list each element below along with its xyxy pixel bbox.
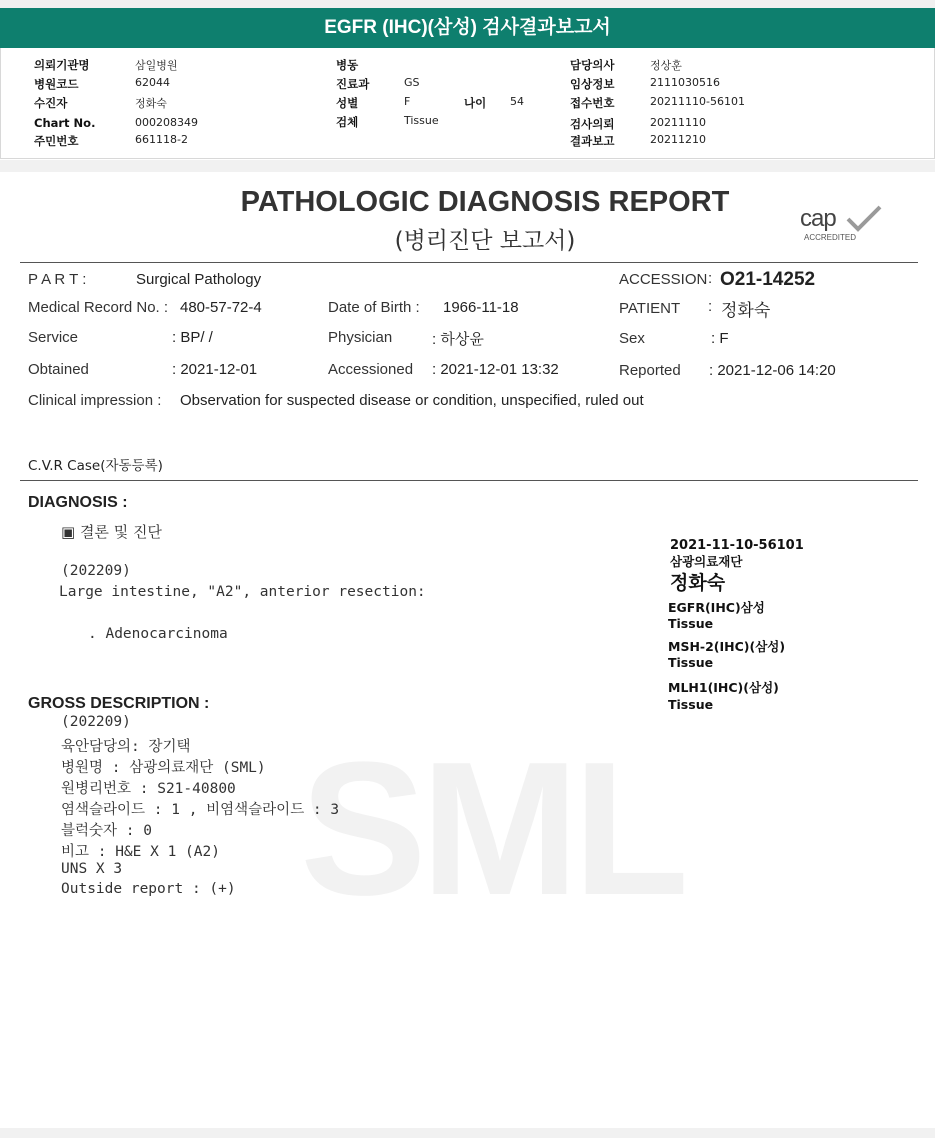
info-value-resident-no: 661118-2 — [135, 133, 188, 146]
info-label-patient: 수진자 — [34, 96, 68, 110]
stamp-specimen-3: Tissue — [668, 697, 714, 712]
cap-logo-text: cap — [800, 205, 836, 232]
info-value-department: GS — [404, 76, 420, 89]
diagnosis-heading: DIAGNOSIS : — [28, 494, 128, 511]
accessioned-label: Accessioned — [328, 361, 414, 378]
info-value-test-request: 20211110 — [650, 116, 706, 129]
diagnosis-subheading: ▣ 결론 및 진단 — [61, 523, 162, 541]
top-band — [0, 0, 935, 8]
dob-value: 1966-11-18 — [443, 299, 519, 316]
info-label-receipt-no: 접수번호 — [570, 96, 615, 110]
info-label-test-request: 검사의뢰 — [570, 117, 615, 131]
gross-line: Outside report : (+) — [61, 881, 236, 897]
stamp-patient: 정화숙 — [670, 572, 726, 594]
medical-record-label: Medical Record No. : — [28, 299, 169, 316]
info-label-ward: 병동 — [336, 58, 359, 72]
dob-label: Date of Birth : — [328, 299, 420, 316]
clinical-impression-value: Observation for suspected disease or condition, unspecified, ruled out — [180, 392, 644, 409]
accession-value: O21-14252 — [720, 269, 816, 290]
gross-line: 비고 : H&E X 1 (A2) — [61, 844, 220, 860]
patient-value: 정화숙 — [721, 301, 771, 321]
info-value-chart-no: 000208349 — [135, 116, 198, 129]
gross-line: 원병리번호 : S21-40800 — [61, 781, 236, 797]
part-label: P A R T : — [28, 271, 87, 288]
reported-value: : 2021-12-06 14:20 — [709, 362, 836, 379]
accessioned-value: : 2021-12-01 13:32 — [432, 361, 559, 378]
info-label-resident-no: 주민번호 — [34, 134, 79, 148]
cap-logo-subtext: ACCREDITED — [804, 233, 857, 242]
gross-line: 병원명 : 삼광의료재단 (SML) — [61, 760, 266, 776]
cap-accredited-logo — [800, 205, 885, 247]
physician-label: Physician — [328, 329, 393, 346]
stamp-test-3: MLH1(IHC)(삼성) — [668, 680, 779, 695]
info-value-patient: 정화숙 — [135, 97, 167, 110]
info-label-clinical-info: 임상정보 — [570, 77, 615, 91]
info-label-specimen: 검체 — [336, 115, 359, 129]
gross-line: 블럭숫자 : 0 — [61, 823, 152, 839]
sex-label: Sex — [619, 330, 645, 347]
info-label-department: 진료과 — [336, 77, 370, 91]
patient-label: PATIENT — [619, 300, 681, 317]
accession-colon: : — [708, 270, 713, 287]
accession-label: ACCESSION — [619, 271, 708, 288]
diagnosis-result: . Adenocarcinoma — [88, 626, 228, 642]
info-value-hospital: 삼일병원 — [135, 59, 178, 72]
stamp-specimen-2: Tissue — [668, 655, 714, 670]
stamp-specimen-1: Tissue — [668, 616, 714, 631]
gross-line: 염색슬라이드 : 1 , 비염색슬라이드 : 3 — [61, 802, 340, 818]
sex-value: : F — [711, 330, 729, 347]
info-value-result-report: 20211210 — [650, 133, 706, 146]
info-label-age: 나이 — [464, 96, 487, 110]
info-value-age: 54 — [510, 95, 524, 108]
service-value: : BP/ / — [172, 329, 213, 346]
diagnosis-code: (202209) — [61, 563, 131, 579]
info-label-doctor: 담당의사 — [570, 58, 615, 72]
stamp-receipt-no: 2021-11-10-56101 — [670, 538, 804, 553]
info-value-hospital-code: 62044 — [135, 76, 170, 89]
stamp-lab: 삼광의료재단 — [670, 554, 743, 569]
medical-record-value: 480-57-72-4 — [180, 299, 262, 316]
patient-colon: : — [708, 298, 713, 315]
gross-line: 육안담당의: 장기택 — [61, 739, 191, 755]
section-divider — [0, 160, 935, 172]
gross-heading: GROSS DESCRIPTION : — [28, 695, 210, 712]
info-value-clinical-info: 2111030516 — [650, 76, 720, 89]
info-value-specimen: Tissue — [404, 114, 439, 127]
report-title: PATHOLOGIC DIAGNOSIS REPORT — [240, 186, 730, 218]
bottom-band — [0, 1128, 935, 1138]
report-subtitle: (병리진단 보고서) — [394, 228, 576, 254]
info-value-gender: F — [404, 95, 411, 108]
service-label: Service — [28, 329, 79, 346]
info-label-gender: 성별 — [336, 96, 359, 110]
gross-line: UNS X 3 — [61, 861, 123, 877]
diagnosis-site: Large intestine, "A2", anterior resection: — [59, 584, 426, 600]
info-label-hospital-code: 병원코드 — [34, 77, 79, 91]
part-value: Surgical Pathology — [136, 271, 262, 288]
info-label-chart-no: Chart No. — [34, 116, 96, 130]
obtained-label: Obtained — [28, 361, 89, 378]
physician-value: : 하상윤 — [432, 331, 484, 348]
stamp-test-2: MSH-2(IHC)(삼성) — [668, 639, 786, 654]
info-value-receipt-no: 20211110-56101 — [650, 95, 745, 108]
cvr-case: C.V.R Case(자동등록) — [28, 458, 163, 474]
clinical-impression-label: Clinical impression : — [28, 392, 162, 409]
gross-line: (202209) — [61, 714, 131, 730]
stamp-test-1: EGFR(IHC)삼성 — [668, 600, 765, 615]
info-label-result-report: 결과보고 — [570, 134, 615, 148]
diagnosis-rule — [20, 480, 918, 481]
check-icon — [844, 205, 884, 233]
obtained-value: : 2021-12-01 — [172, 361, 258, 378]
reported-label: Reported — [619, 362, 681, 379]
page-title: EGFR (IHC)(삼성) 검사결과보고서 — [324, 17, 611, 38]
info-label-hospital: 의뢰기관명 — [34, 58, 90, 72]
header-rule — [20, 262, 918, 263]
info-value-doctor: 정상훈 — [650, 59, 682, 72]
watermark: SML — [300, 723, 684, 935]
